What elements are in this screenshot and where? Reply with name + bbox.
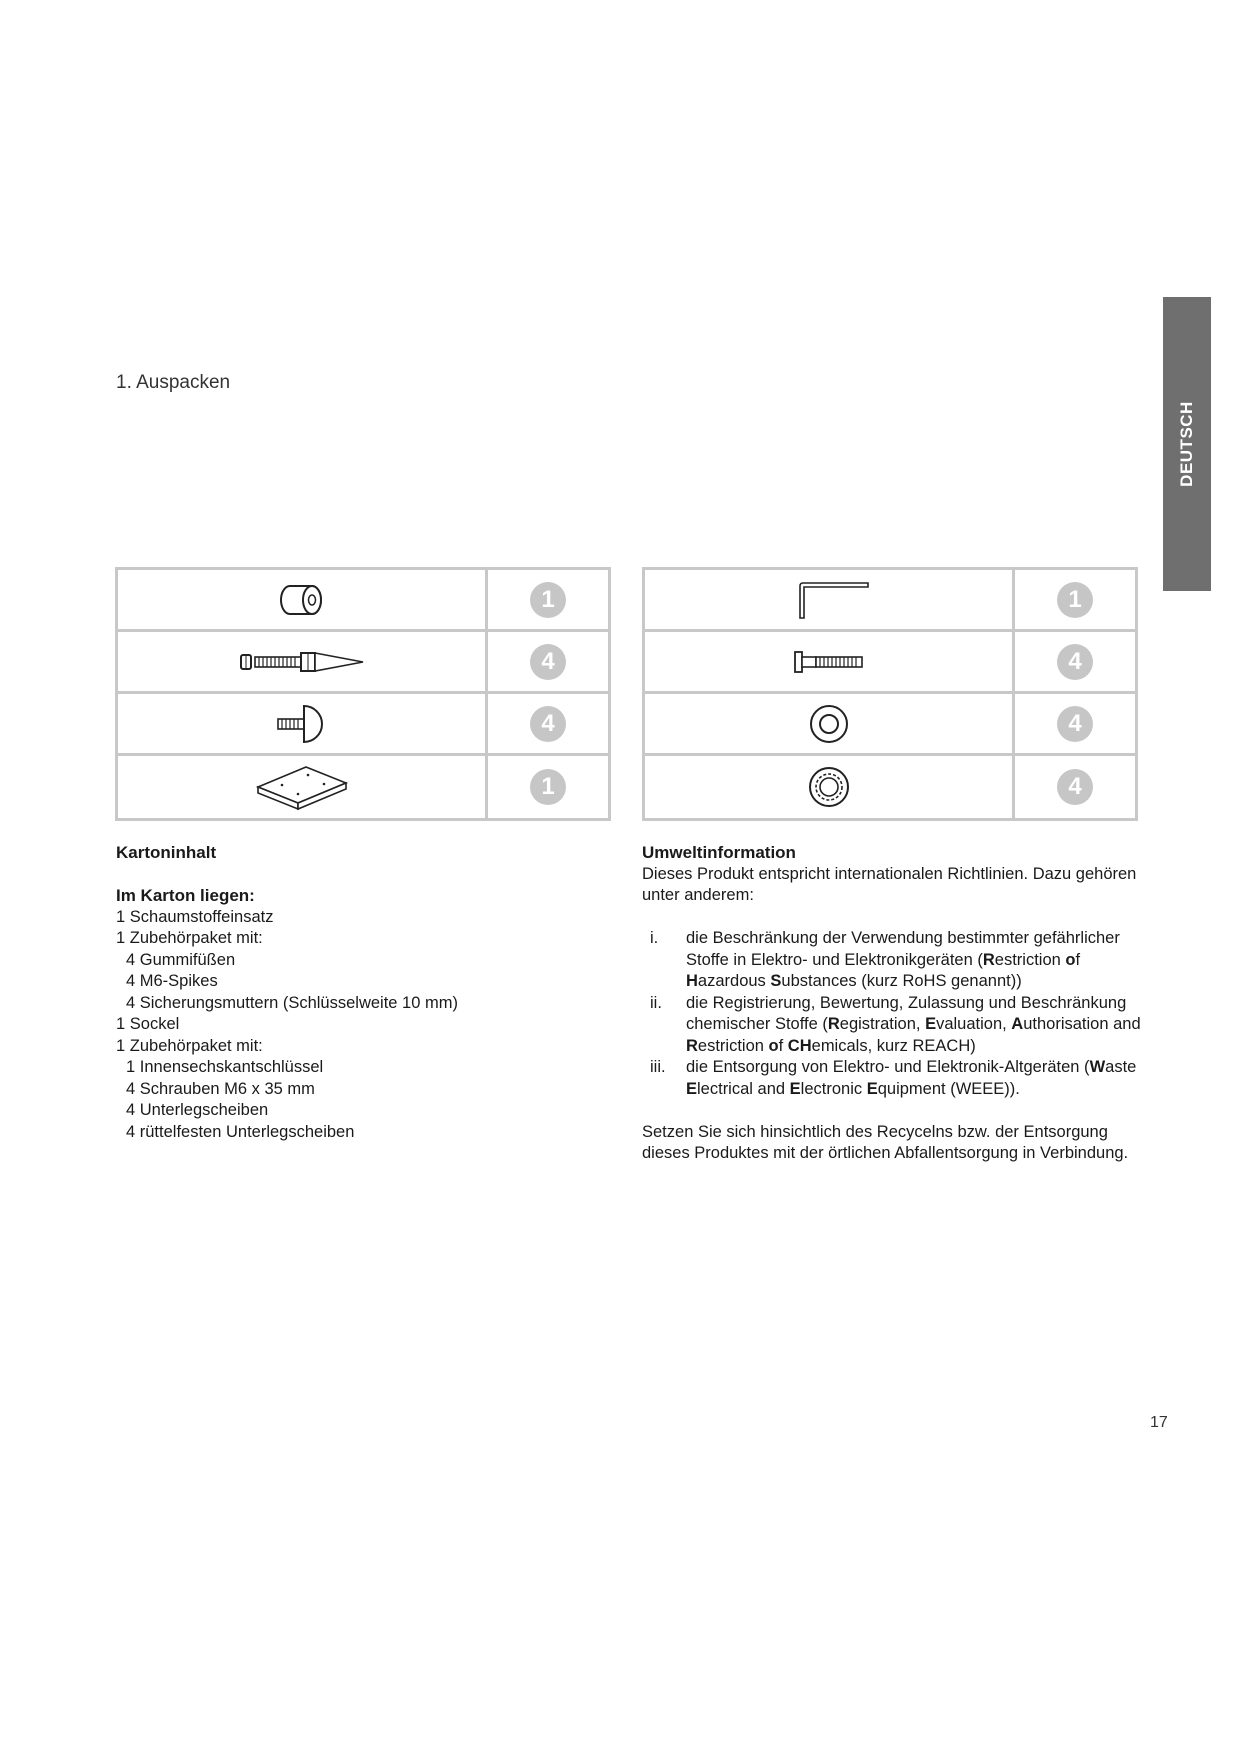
quantity-badge: 4 [530, 706, 566, 742]
directive-item [642, 928, 1142, 993]
quantity-badge: 4 [530, 644, 566, 680]
contents-line: 4 Gummifüßen [126, 950, 236, 969]
rubber-foot-icon [272, 702, 332, 746]
qty-cell [488, 694, 608, 756]
section-title: 1. Auspacken [116, 372, 231, 393]
parts-table-left [115, 567, 611, 821]
directive-item [642, 1057, 1142, 1100]
directive-text: die Registrierung, Bewertung, Zulassung und Beschränkung chemischer Stoffe ( [686, 993, 1127, 1033]
directive-tail: (WEEE)). [945, 1079, 1020, 1098]
language-tab [1163, 297, 1211, 591]
directive-abbrev: Registration, Evaluation, Authorisation and Restriction of CHemicals [686, 1015, 1141, 1055]
foam-insert-icon [272, 578, 332, 622]
spike-icon [237, 647, 367, 677]
directive-number: ii. [650, 993, 662, 1012]
part-cell [118, 756, 488, 818]
contents-line: 4 Unterlegscheiben [126, 1101, 269, 1119]
contents-line: 4 rüttelfesten Unterlegscheiben [126, 1122, 355, 1141]
carton-contents-column [116, 842, 536, 1143]
directive-abbrev: Restriction of Hazardous Substances [686, 950, 1081, 990]
environment-info-column [642, 842, 1142, 1165]
qty-cell [1015, 756, 1135, 818]
qty-cell [1015, 694, 1135, 756]
qty-cell [488, 632, 608, 694]
contents-line: 4 Schrauben M6 x 35 mm [126, 1079, 315, 1098]
contents-line: 1 Zubehörpaket mit: [116, 1036, 263, 1055]
contents-line: 4 M6-Spikes [126, 972, 218, 990]
directive-number: iii. [650, 1058, 666, 1076]
directive-abbrev: Waste Electrical and Electronic Equipment [686, 1058, 1137, 1098]
screw-icon [789, 647, 869, 677]
washer-icon [807, 702, 851, 746]
directive-text: die Entsorgung von Elektro- und Elektronik-Altgeräten ( [686, 1058, 1090, 1076]
carton-contents-subheading: Im Karton liegen: [116, 886, 255, 905]
directive-tail: , kurz REACH) [867, 1036, 976, 1055]
part-cell [645, 756, 1015, 818]
directive-tail: (kurz RoHS genannt)) [856, 972, 1022, 990]
language-tab-label: DEUTSCH [1177, 401, 1196, 487]
plinth-base-icon [252, 761, 352, 813]
environment-info-heading: Umweltinformation [642, 843, 796, 862]
carton-contents-heading: Kartoninhalt [116, 843, 217, 862]
quantity-badge: 4 [1057, 769, 1093, 805]
part-cell [118, 632, 488, 694]
contents-line: 4 Sicherungsmuttern (Schlüsselweite 10 mm) [126, 993, 458, 1012]
contents-line: 1 Schaumstoffeinsatz [116, 907, 274, 926]
quantity-badge: 1 [1057, 582, 1093, 618]
quantity-badge: 1 [530, 582, 566, 618]
hex-key-icon [784, 578, 874, 622]
part-cell [118, 694, 488, 756]
quantity-badge: 4 [1057, 706, 1093, 742]
contents-line: 1 Innensechskantschlüssel [126, 1058, 324, 1076]
qty-cell [488, 570, 608, 632]
part-cell [645, 632, 1015, 694]
quantity-badge: 4 [1057, 644, 1093, 680]
lock-washer-icon [807, 765, 851, 809]
qty-cell [488, 756, 608, 818]
directive-number: i. [650, 929, 659, 947]
parts-table-right [642, 567, 1138, 821]
quantity-badge: 1 [530, 769, 566, 805]
contents-line: 1 Sockel [116, 1015, 180, 1033]
part-cell [118, 570, 488, 632]
part-cell [645, 694, 1015, 756]
qty-cell [1015, 570, 1135, 632]
environment-closing: Setzen Sie sich hinsichtlich des Recycelns bzw. der Entsorgung dieses Produktes mit der örtlichen Abfallentsorgung in Verbindung. [642, 1122, 1129, 1162]
directive-text: die Beschränkung der Verwendung bestimmter gefährlicher Stoffe in Elektro- und Elektronikgeräten ( [686, 929, 1120, 969]
part-cell [645, 570, 1015, 632]
page-number: 17 [1150, 1414, 1168, 1431]
qty-cell [1015, 632, 1135, 694]
contents-line: 1 Zubehörpaket mit: [116, 929, 263, 947]
environment-intro: Dieses Produkt entspricht internationalen Richtlinien. Dazu gehören unter anderem: [642, 864, 1137, 904]
directive-item [642, 993, 1142, 1058]
